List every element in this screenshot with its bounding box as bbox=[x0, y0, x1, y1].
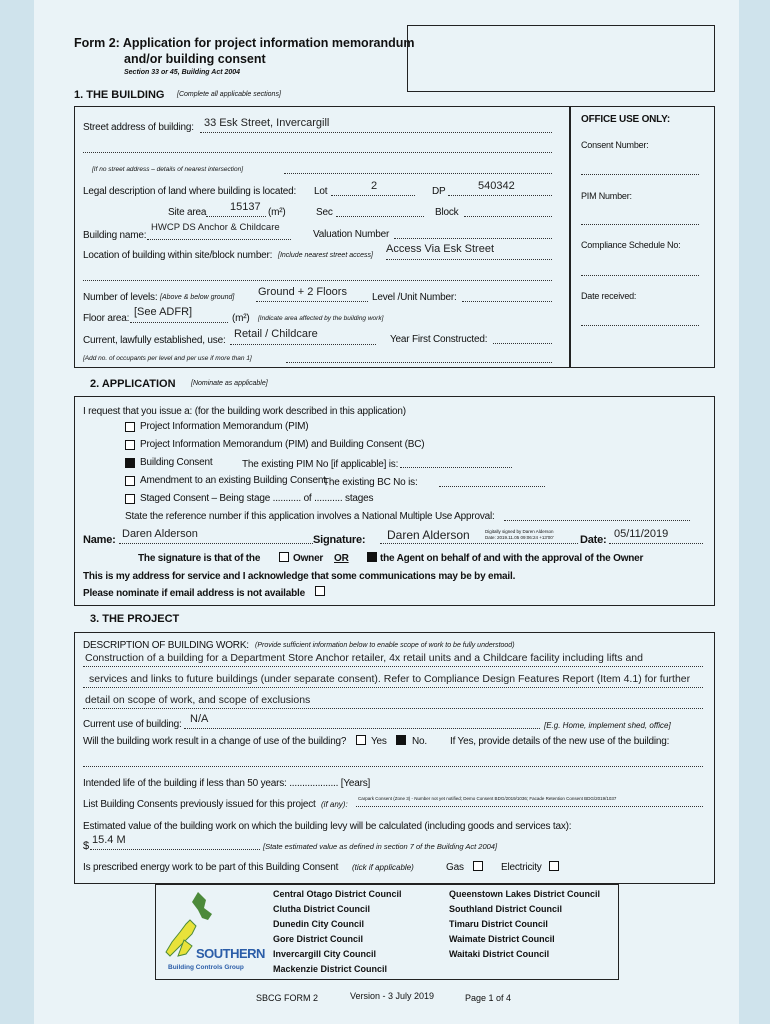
application-option-checkbox[interactable] bbox=[125, 476, 135, 486]
desc-line2[interactable]: services and links to future buildings (under separate consent). Refer to Compliance Design Features Report (Item 4.1) for further bbox=[89, 673, 691, 685]
floor-area-unit: (m²) bbox=[232, 313, 250, 324]
council-name: Mackenzie District Council bbox=[273, 964, 388, 974]
site-area-unit: (m²) bbox=[268, 207, 286, 218]
electricity-checkbox[interactable] bbox=[549, 861, 559, 871]
section1-heading: 1. THE BUILDING bbox=[74, 89, 165, 101]
levels-field[interactable]: Ground + 2 Floors bbox=[258, 286, 347, 298]
list-consents-label: List Building Consents previously issued for this project bbox=[83, 799, 316, 810]
block-label: Block bbox=[435, 207, 459, 218]
section2-note: [Nominate as applicable] bbox=[191, 380, 268, 387]
no-street-note: [If no street address – details of nearest intersection] bbox=[92, 166, 244, 173]
application-option-checkbox[interactable] bbox=[125, 422, 135, 432]
no-label: No. bbox=[412, 736, 427, 747]
council-name: Clutha District Council bbox=[273, 904, 371, 914]
no-email-checkbox[interactable] bbox=[315, 586, 325, 596]
dp-field[interactable]: 540342 bbox=[478, 180, 515, 192]
change-use-question: Will the building work result in a change of use of the building? bbox=[83, 736, 347, 747]
council-name: Southland District Council bbox=[449, 904, 563, 914]
form-id: SBCG FORM 2 bbox=[256, 993, 319, 1003]
reference-box bbox=[407, 25, 715, 92]
section1-note: [Complete all applicable sections] bbox=[177, 91, 281, 98]
desc-line3[interactable]: detail on scope of work, and scope of exclusions bbox=[85, 694, 311, 706]
agent-checkbox[interactable] bbox=[367, 552, 377, 562]
estimated-value-label: Estimated value of the building work on which the building levy will be calculated (including goods and services tax): bbox=[83, 821, 572, 832]
date-label: Date: bbox=[580, 534, 607, 546]
change-use-no-checkbox[interactable] bbox=[396, 735, 406, 745]
application-option-label: Amendment to an existing Building Consent. bbox=[140, 475, 329, 486]
section3-heading: 3. THE PROJECT bbox=[90, 613, 180, 625]
council-name: Invercargill City Council bbox=[273, 949, 377, 959]
council-name: Central Otago District Council bbox=[273, 889, 402, 899]
application-option-checkbox[interactable] bbox=[125, 458, 135, 468]
location-field[interactable]: Access Via Esk Street bbox=[386, 243, 495, 255]
form-page bbox=[34, 0, 739, 1024]
office-date-label: Date received: bbox=[581, 291, 637, 301]
current-use-building-label: Current use of building: bbox=[83, 719, 182, 730]
floor-area-field[interactable]: [See ADFR] bbox=[134, 306, 193, 318]
signature-label: Signature: bbox=[313, 534, 366, 546]
form-subtitle: Section 33 or 45, Building Act 2004 bbox=[124, 69, 241, 76]
application-option-checkbox[interactable] bbox=[125, 440, 135, 450]
yes-label: Yes bbox=[371, 736, 387, 747]
application-option-label: Project Information Memorandum (PIM) bbox=[140, 421, 309, 432]
nominate-email: Please nominate if email address is not available bbox=[83, 588, 305, 599]
national-ref: State the reference number if this application involves a National Multiple Use Approval: bbox=[125, 511, 495, 522]
gas-checkbox[interactable] bbox=[473, 861, 483, 871]
request-text: I request that you issue a: (for the building work described in this application) bbox=[83, 406, 406, 417]
owner-checkbox[interactable] bbox=[279, 552, 289, 562]
estimated-value-field[interactable]: 15.4 M bbox=[92, 834, 126, 846]
application-option-label: Building Consent bbox=[140, 457, 213, 468]
current-use-label: Current, lawfully established, use: bbox=[83, 335, 226, 346]
gas-label: Gas bbox=[446, 862, 464, 873]
site-area-field[interactable]: 15137 bbox=[230, 201, 261, 213]
street-field[interactable]: 33 Esk Street, Invercargill bbox=[204, 117, 330, 129]
owner-label: Owner bbox=[293, 553, 324, 564]
page-number: Page 1 of 4 bbox=[465, 993, 512, 1003]
lot-field[interactable]: 2 bbox=[371, 180, 378, 192]
floor-area-note: [Indicate area affected by the building work] bbox=[258, 315, 384, 322]
council-name: Waitaki District Council bbox=[449, 949, 550, 959]
date-field[interactable]: 05/11/2019 bbox=[614, 528, 669, 540]
application-option-checkbox[interactable] bbox=[125, 494, 135, 504]
sig-that-of: The signature is that of the bbox=[138, 553, 261, 564]
current-use-building-field[interactable]: N/A bbox=[190, 713, 209, 725]
intended-life: Intended life of the building if less than 50 years: ................... [Years] bbox=[83, 778, 371, 789]
valuation-label: Valuation Number bbox=[313, 229, 390, 240]
legal-label: Legal description of land where building is located: bbox=[83, 186, 297, 197]
desc-label: DESCRIPTION OF BUILDING WORK: bbox=[83, 640, 249, 651]
energy-label: Is prescribed energy work to be part of this Building Consent bbox=[83, 862, 339, 873]
application-option-label: Staged Consent – Being stage ........... of ........... stages bbox=[140, 493, 374, 504]
council-name: Timaru District Council bbox=[449, 919, 548, 929]
value-note: [State estimated value as defined in section 7 of the Building Act 2004] bbox=[263, 842, 498, 851]
southern-logo bbox=[162, 890, 265, 976]
occupants-note: [Add no. of occupants per level and per use if more than 1] bbox=[83, 355, 252, 362]
digital-sig-line1: Digitally signed by Daren Alderson bbox=[485, 529, 554, 534]
office-compliance-label: Compliance Schedule No: bbox=[581, 240, 681, 250]
section2-heading: 2. APPLICATION bbox=[90, 378, 176, 390]
floor-area-label: Floor area: bbox=[83, 313, 130, 324]
desc-note: (Provide sufficient information below to enable scope of work to be fully understood) bbox=[255, 642, 515, 649]
sec-label: Sec bbox=[316, 207, 333, 218]
address-service: This is my address for service and I acknowledge that some communications may be by email. bbox=[83, 571, 516, 582]
site-area-label: Site area bbox=[168, 207, 207, 218]
levels-label: Number of levels: bbox=[83, 292, 158, 303]
current-use-eg: [E.g. Home, implement shed, office] bbox=[544, 721, 671, 730]
building-name-label: Building name: bbox=[83, 230, 147, 241]
location-note: [Include nearest street access] bbox=[278, 252, 373, 259]
electricity-label: Electricity bbox=[501, 862, 542, 873]
signature-field[interactable]: Daren Alderson bbox=[387, 528, 470, 542]
form-title-line1: Form 2: Application for project information memorandum bbox=[74, 36, 415, 50]
levels-note: [Above & below ground] bbox=[160, 294, 235, 301]
dp-label: DP bbox=[432, 186, 446, 197]
council-name: Gore District Council bbox=[273, 934, 364, 944]
logo-subtext: Building Controls Group bbox=[168, 964, 244, 971]
council-name: Dunedin City Council bbox=[273, 919, 364, 929]
desc-line1[interactable]: Construction of a building for a Department Store Anchor retailer, 4x retail units and a Childcare facility including lifts and bbox=[85, 652, 643, 664]
council-name: Waimate District Council bbox=[449, 934, 555, 944]
office-pim-label: PIM Number: bbox=[581, 191, 632, 201]
change-use-yes-checkbox[interactable] bbox=[356, 735, 366, 745]
previous-consents-field[interactable]: Carpark Consent (Zone 3) - Number not yet notified; Demo Consent BDG/2019/1036; Facade Retention Consent BDG/2019/1037 bbox=[358, 796, 617, 801]
agent-label: the Agent on behalf of and with the approval of the Owner bbox=[380, 553, 644, 564]
energy-note: (tick if applicable) bbox=[352, 863, 414, 872]
level-unit-label: Level /Unit Number: bbox=[372, 292, 457, 303]
year-label: Year First Constructed: bbox=[390, 334, 488, 345]
council-name: Queenstown Lakes District Council bbox=[449, 889, 601, 899]
dollar-sign: $ bbox=[83, 840, 89, 852]
if-any-label: (if any): bbox=[321, 800, 348, 809]
existing-bc: The existing BC No is: bbox=[323, 477, 418, 488]
office-consent-label: Consent Number: bbox=[581, 140, 649, 150]
digital-sig-line2: Date: 2019.11.05 09:06:24 +13'00' bbox=[485, 535, 554, 540]
existing-pim: The existing PIM No [if applicable] is: bbox=[242, 459, 399, 470]
logo-text: SOUTHERN bbox=[196, 946, 265, 961]
version: Version - 3 July 2019 bbox=[350, 991, 435, 1001]
current-use-field[interactable]: Retail / Childcare bbox=[234, 328, 318, 340]
form-title-line2: and/or building consent bbox=[124, 52, 266, 66]
building-name-field[interactable]: HWCP DS Anchor & Childcare bbox=[151, 222, 280, 233]
street-label: Street address of building: bbox=[83, 122, 194, 133]
office-use-title: OFFICE USE ONLY: bbox=[581, 114, 671, 125]
application-option-label: Project Information Memorandum (PIM) and Building Consent (BC) bbox=[140, 439, 425, 450]
name-field[interactable]: Daren Alderson bbox=[122, 528, 198, 540]
lot-label: Lot bbox=[314, 186, 328, 197]
location-label: Location of building within site/block number: bbox=[83, 250, 273, 261]
if-yes-label: If Yes, provide details of the new use of the building: bbox=[450, 736, 670, 747]
name-label: Name: bbox=[83, 534, 116, 546]
or-label: OR bbox=[334, 553, 349, 564]
